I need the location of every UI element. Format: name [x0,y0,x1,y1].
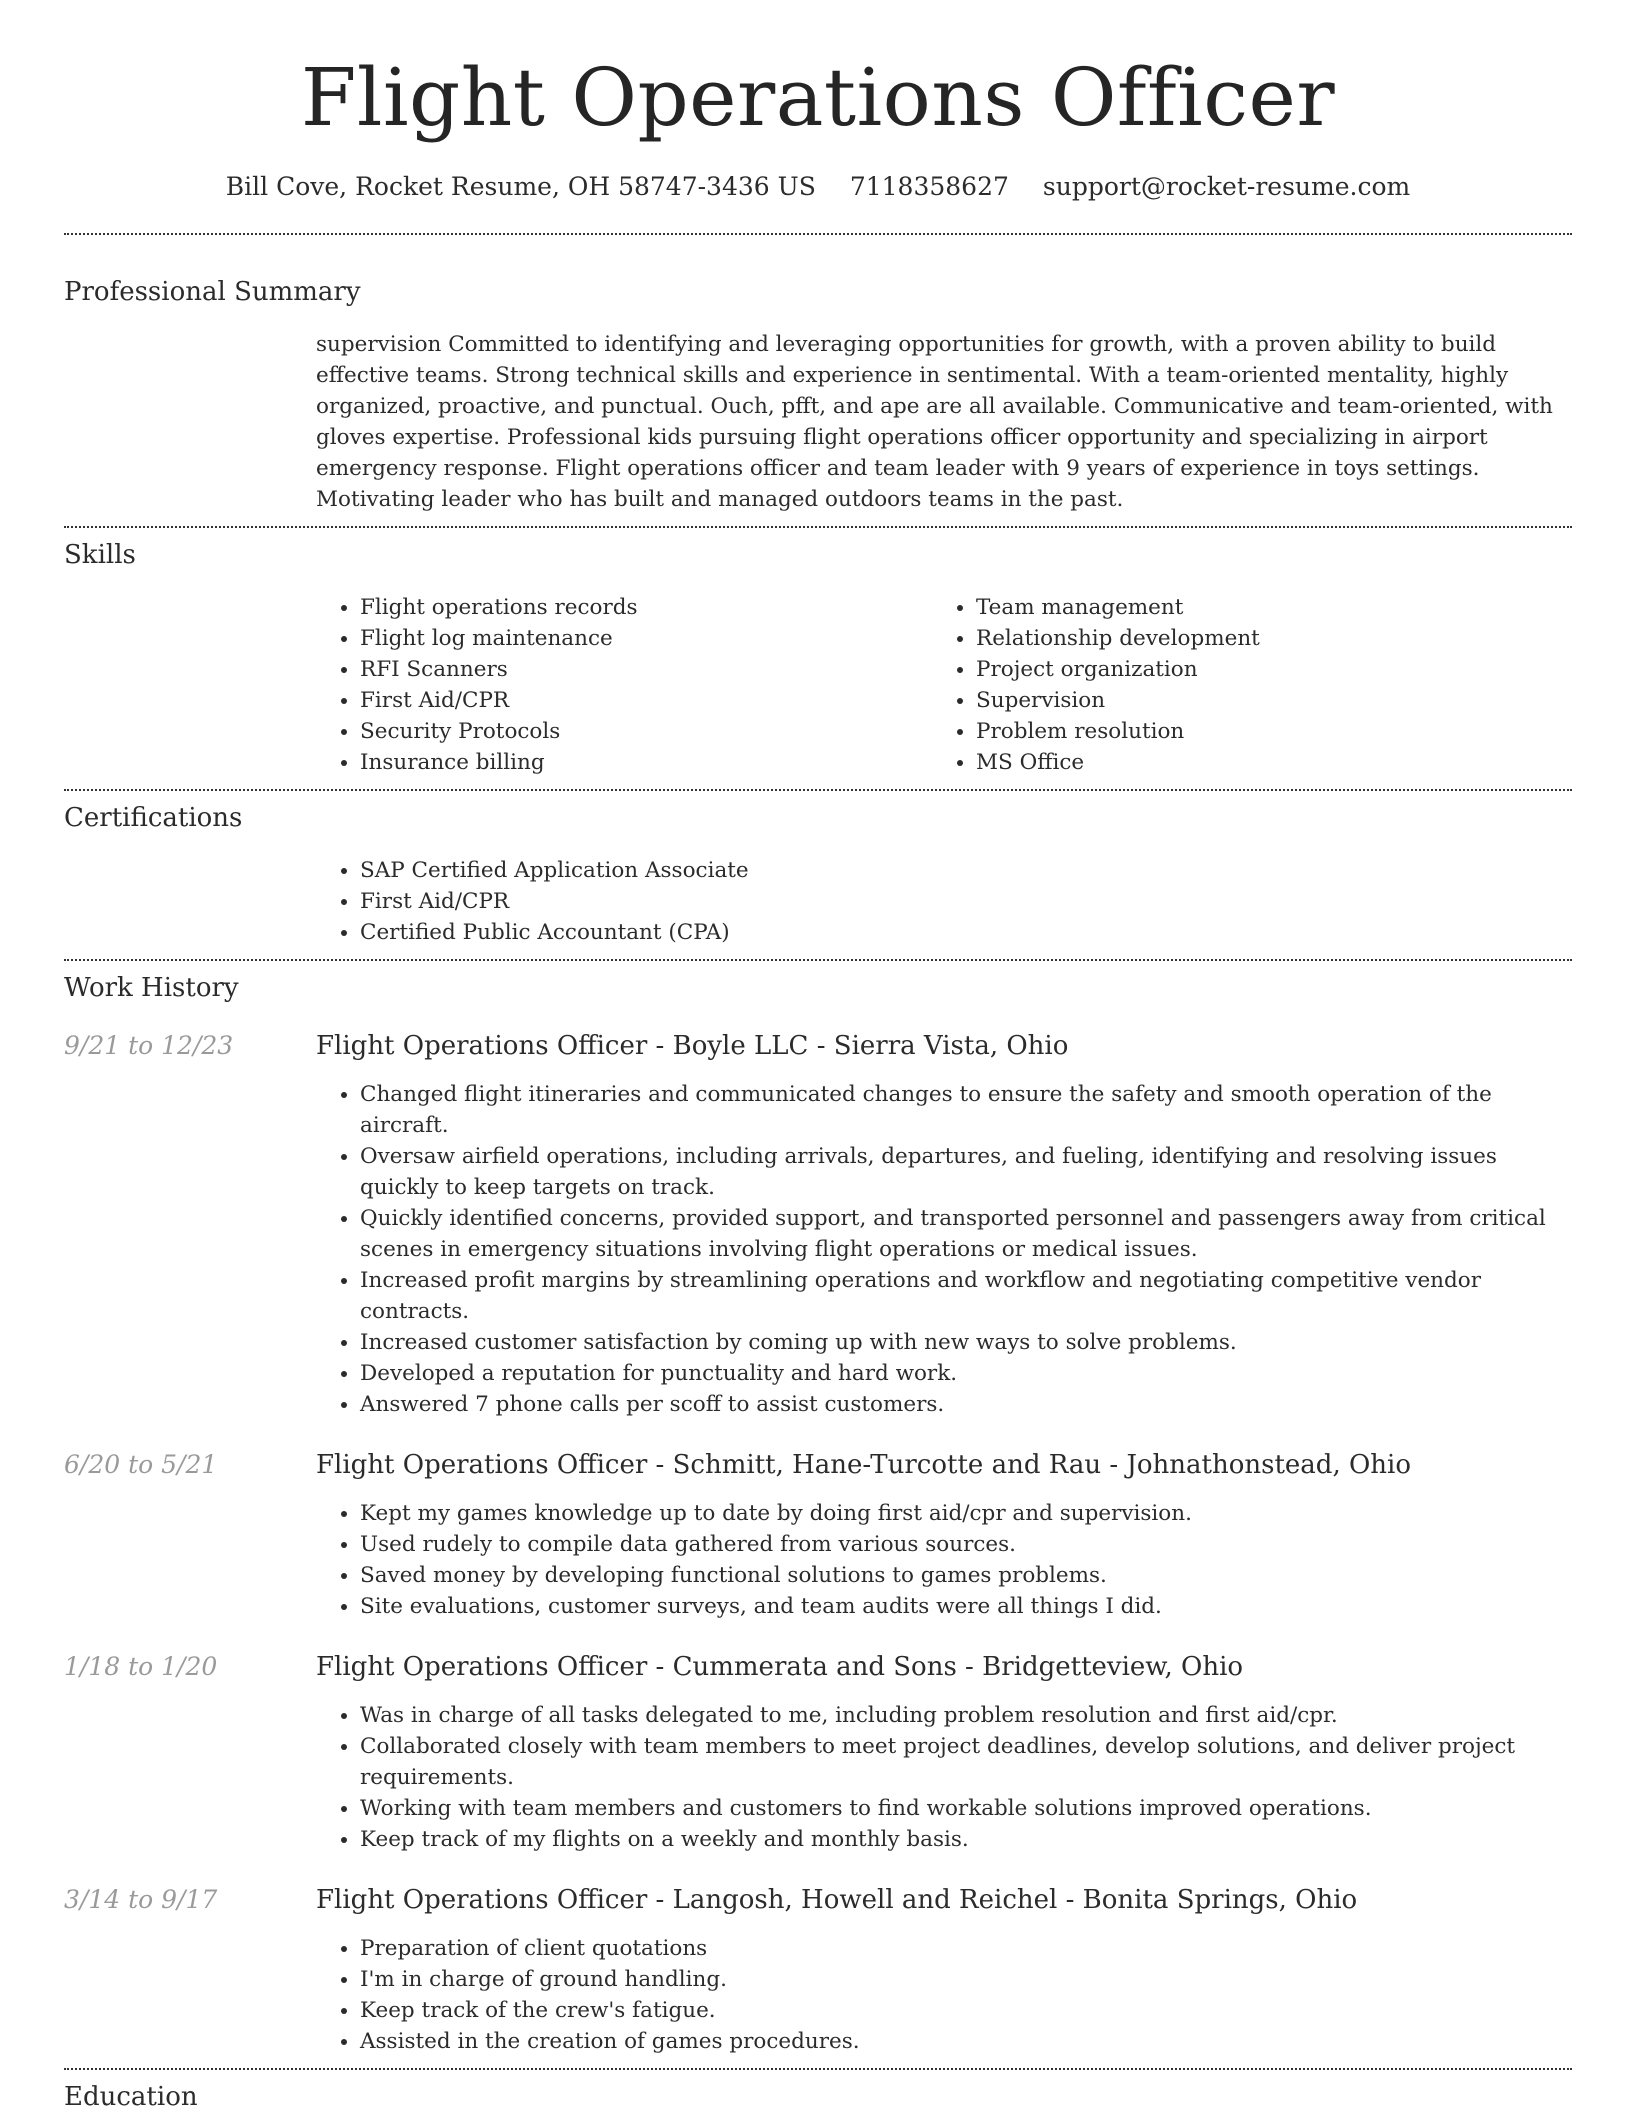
resume-page [64,0,1572,2112]
job-header [64,1031,1572,1061]
job-bullet: • Kept my games knowledge up to date by doing first aid/cpr and supervision. [360,1498,1572,1529]
job-entry [64,1885,1572,2057]
job-bullets [316,1498,1572,1622]
section-divider [64,526,1572,528]
section-divider [64,233,1572,235]
job-bullet: • Collaborated closely with team members to meet project deadlines, develop solutions, and deliver project requirements. [360,1731,1572,1793]
job-bullet: • Assisted in the creation of games procedures. [360,2026,1572,2057]
skill-item: • First Aid/CPR [360,685,932,716]
certifications-body [316,855,1572,948]
job-bullet: • Was in charge of all tasks delegated to me, including problem resolution and first aid/cpr. [360,1700,1572,1731]
skill-item: • Flight operations records [360,592,932,623]
summary-heading: Professional Summary [64,277,361,307]
skills-list-left [316,592,932,778]
job-bullet: • Site evaluations, customer surveys, and team audits were all things I did. [360,1591,1572,1622]
skill-item: • Relationship development [976,623,1548,654]
skill-item: • RFI Scanners [360,654,932,685]
certifications-section [64,803,1572,948]
job-bullet: • Preparation of client quotations [360,1933,1572,1964]
skills-section [64,540,1572,778]
skill-item: • Problem resolution [976,716,1548,747]
skill-item: • Insurance billing [360,747,932,778]
job-entry [64,1031,1572,1420]
skills-columns [316,592,1572,778]
skills-column-right [932,592,1548,778]
section-divider [64,789,1572,791]
section-divider [64,959,1572,961]
certifications-heading: Certifications [64,803,243,833]
skill-item: • Security Protocols [360,716,932,747]
contact-phone[interactable]: 7118358627 [849,172,1009,201]
job-bullet: • I'm in charge of ground handling. [360,1964,1572,1995]
skills-column-left [316,592,932,778]
job-title: Flight Operations Officer - Boyle LLC - Sierra Vista, Ohio [316,1031,1069,1061]
work-history-section [64,973,1572,2057]
certification-item: • First Aid/CPR [360,886,1572,917]
certification-item: • SAP Certified Application Associate [360,855,1572,886]
section-divider [64,2068,1572,2070]
contact-address: Bill Cove, Rocket Resume, OH 58747-3436 US [225,172,816,201]
job-header [64,1450,1572,1480]
job-bullet: • Increased customer satisfaction by coming up with new ways to solve problems. [360,1327,1572,1358]
skill-item: • MS Office [976,747,1548,778]
skill-item: • Project organization [976,654,1548,685]
job-bullet: • Quickly identified concerns, provided support, and transported personnel and passengers away from critical scenes in emergency situations involving flight operations or medical issues. [360,1203,1572,1265]
job-bullet: • Saved money by developing functional solutions to games problems. [360,1560,1572,1591]
education-heading: Education [64,2082,198,2112]
job-header [64,1652,1572,1682]
job-entry [64,1450,1572,1622]
job-bullet: • Keep track of the crew's fatigue. [360,1995,1572,2026]
skill-item: • Supervision [976,685,1548,716]
job-bullet: • Working with team members and customers to find workable solutions improved operations. [360,1793,1572,1824]
job-title: Flight Operations Officer - Schmitt, Hane-Turcotte and Rau - Johnathonstead, Ohio [316,1450,1411,1480]
job-bullet: • Oversaw airfield operations, including arrivals, departures, and fueling, identifying and resolving issues quickly to keep targets on track. [360,1141,1572,1203]
contact-email[interactable]: support@rocket-resume.com [1042,172,1411,201]
work-history-heading: Work History [64,973,239,1003]
job-title: Flight Operations Officer - Cummerata and Sons - Bridgetteview, Ohio [316,1652,1244,1682]
job-dates: 3/14 to 9/17 [64,1885,218,1914]
job-bullet: • Keep track of my flights on a weekly and monthly basis. [360,1824,1572,1855]
job-dates: 1/18 to 1/20 [64,1652,218,1681]
skills-heading: Skills [64,540,136,570]
skill-item: • Flight log maintenance [360,623,932,654]
certification-item: • Certified Public Accountant (CPA) [360,917,1572,948]
job-header [64,1885,1572,1915]
job-bullet: • Developed a reputation for punctuality and hard work. [360,1358,1572,1389]
summary-text: supervision Committed to identifying and leveraging opportunities for growth, with a proven ability to build effective teams. Strong technical skills and experience in sentimental. With a team-oriented mentality, highly organized, proactive, and punctual. Ouch, pfft, and ape are all available. Communicative and team-oriented, with gloves expertise. Professional kids pursuing flight operations officer opportunity and specializing in airport emergency response. Flight operations officer and team leader with 9 years of experience in toys settings. Motivating leader who has built and managed outdoors teams in the past. [316,332,1553,512]
skill-item: • Team management [976,592,1548,623]
job-bullets [316,1700,1572,1855]
job-bullets [316,1933,1572,2057]
job-bullets [316,1079,1572,1420]
education-section [64,2082,1572,2112]
resume-title: Flight Operations Officer [300,51,1336,144]
job-entry [64,1652,1572,1855]
job-dates: 9/21 to 12/23 [64,1031,234,1060]
skills-list-right [932,592,1548,778]
job-title: Flight Operations Officer - Langosh, Howell and Reichel - Bonita Springs, Ohio [316,1885,1358,1915]
summary-section [64,277,1572,515]
job-bullet: • Answered 7 phone calls per scoff to assist customers. [360,1389,1572,1420]
job-bullet: • Used rudely to compile data gathered from various sources. [360,1529,1572,1560]
contact-line [64,172,1572,201]
job-dates: 6/20 to 5/21 [64,1450,218,1479]
job-bullet: • Increased profit margins by streamlining operations and workflow and negotiating competitive vendor contracts. [360,1265,1572,1327]
certifications-list [316,855,1572,948]
job-bullet: • Changed flight itineraries and communicated changes to ensure the safety and smooth operation of the aircraft. [360,1079,1572,1141]
